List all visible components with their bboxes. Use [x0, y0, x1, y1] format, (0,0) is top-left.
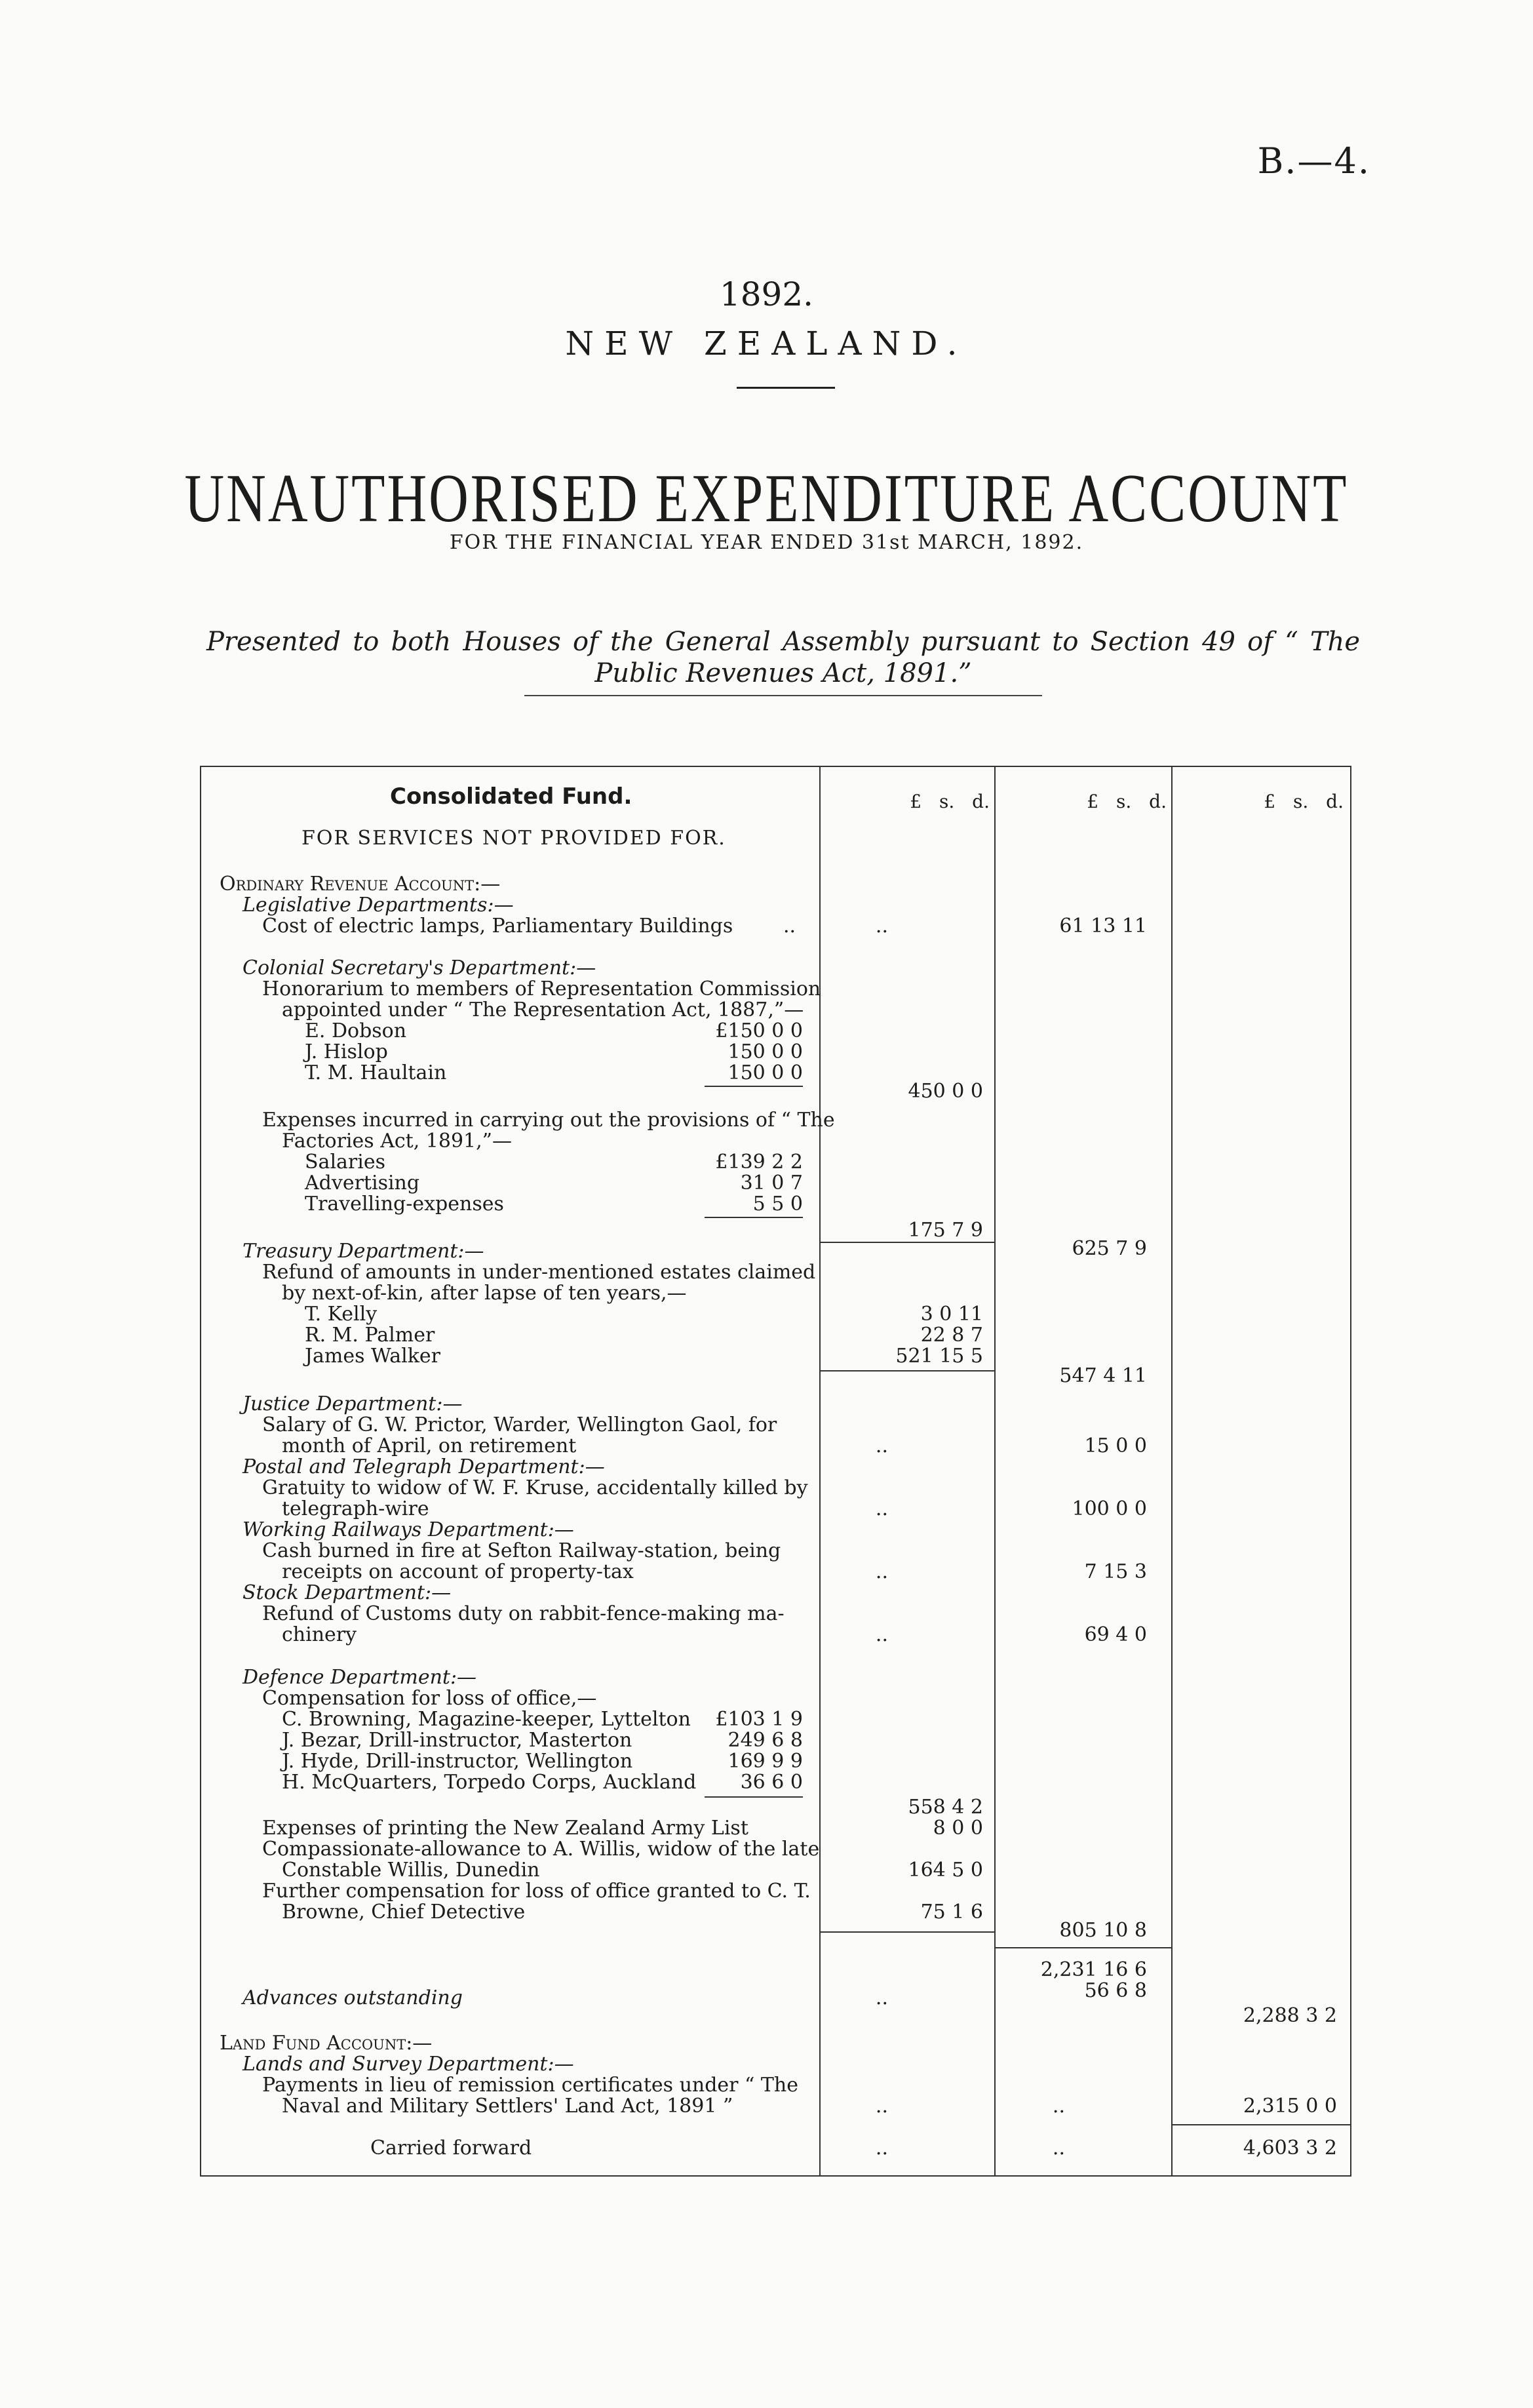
- sum-rule: [705, 1217, 803, 1218]
- amount: 7 15 3: [1084, 1560, 1147, 1583]
- amount: 805 10 8: [1059, 1919, 1147, 1942]
- amount: 625 7 9: [1072, 1237, 1147, 1260]
- member-amount: £150 0 0: [715, 1019, 803, 1042]
- amount: 164 5 0: [908, 1859, 983, 1882]
- amount: 8 0 0: [933, 1817, 983, 1840]
- department-heading: Defence Department:—: [243, 1666, 477, 1689]
- member-amount: 150 0 0: [728, 1040, 803, 1063]
- department-heading: Colonial Secretary's Department:—: [243, 957, 596, 979]
- person-amount: 36 6 0: [740, 1771, 803, 1794]
- amount-empty: ..: [875, 1623, 888, 1646]
- person-name: H. McQuarters, Torpedo Corps, Auckland: [282, 1771, 697, 1794]
- line-item: Cash burned in fire at Sefton Railway-station, being: [262, 1539, 781, 1562]
- line-item: Payments in lieu of remission certificates under “ The: [262, 2074, 798, 2097]
- member-name: E. Dobson: [305, 1019, 407, 1042]
- line-item: Salary of G. W. Prictor, Warder, Wellington Gaol, for: [262, 1413, 777, 1436]
- department-heading: Postal and Telegraph Department:—: [243, 1455, 605, 1478]
- amount-empty: ..: [1052, 2095, 1065, 2118]
- line-item: Factories Act, 1891,”—: [282, 1130, 513, 1153]
- carried-forward-total: 4,603 3 2: [1243, 2137, 1337, 2160]
- amount: 56 6 8: [1084, 1979, 1147, 2002]
- expense-name: Salaries: [305, 1151, 386, 1174]
- sum-rule: [819, 1242, 994, 1243]
- person-name: J. Hyde, Drill-instructor, Wellington: [282, 1750, 633, 1773]
- amount: 69 4 0: [1084, 1623, 1147, 1646]
- estate-name: James Walker: [305, 1345, 441, 1368]
- department-heading: Lands and Survey Department:—: [243, 2053, 574, 2076]
- department-heading: Treasury Department:—: [243, 1240, 484, 1263]
- sum-rule: [1171, 2124, 1350, 2125]
- line-item: by next-of-kin, after lapse of ten years,—: [282, 1282, 687, 1305]
- sum-rule: [819, 1370, 994, 1372]
- line-item: Honorarium to members of Representation Commission: [262, 977, 821, 1000]
- department-heading: Justice Department:—: [243, 1392, 463, 1415]
- document-country: NEW ZEALAND.: [565, 325, 968, 363]
- line-item: Further compensation for loss of office granted to C. T.: [262, 1880, 811, 1903]
- amount: 2,315 0 0: [1243, 2095, 1337, 2118]
- divider: [737, 387, 835, 389]
- amount-empty: ..: [875, 1986, 888, 2009]
- line-item: chinery: [282, 1623, 357, 1646]
- amount: 61 13 11: [1059, 915, 1147, 938]
- amount: 100 0 0: [1072, 1497, 1147, 1520]
- person-amount: 169 9 9: [728, 1750, 803, 1773]
- member-name: T. M. Haultain: [305, 1061, 447, 1084]
- line-item: Compensation for loss of office,—: [262, 1687, 597, 1710]
- line-item: Expenses of printing the New Zealand Army List: [262, 1817, 748, 1840]
- column-header: £ s. d.: [1264, 791, 1344, 812]
- column-rule: [1350, 767, 1351, 2175]
- amount-empty: ..: [875, 1497, 888, 1520]
- expense-amount: 31 0 7: [740, 1172, 803, 1194]
- estate-amount: 22 8 7: [920, 1324, 983, 1347]
- advances-label: Advances outstanding: [243, 1986, 463, 2009]
- expense-amount: 5 5 0: [752, 1193, 803, 1215]
- sum-rule: [819, 1931, 994, 1933]
- amount: 558 4 2: [908, 1796, 983, 1819]
- person-name: C. Browning, Magazine-keeper, Lyttelton: [282, 1708, 691, 1731]
- sum-rule: [705, 1796, 803, 1798]
- column-rule: [994, 767, 996, 2175]
- line-item: Browne, Chief Detective: [282, 1901, 526, 1924]
- estate-amount: 3 0 11: [920, 1303, 983, 1326]
- department-heading: Legislative Departments:—: [243, 894, 514, 917]
- amount: 450 0 0: [908, 1080, 983, 1103]
- column-rule: [1171, 767, 1173, 2175]
- expense-name: Advertising: [305, 1172, 420, 1194]
- line-item: Compassionate-allowance to A. Willis, widow of the late: [262, 1838, 820, 1861]
- amount-empty: ..: [1052, 2137, 1065, 2160]
- line-item: appointed under “ The Representation Act, 1887,”—: [282, 998, 804, 1021]
- amount: 75 1 6: [920, 1901, 983, 1924]
- member-amount: 150 0 0: [728, 1061, 803, 1084]
- account-heading: Land Fund Account:—: [220, 2032, 433, 2055]
- amount: 547 4 11: [1059, 1364, 1147, 1387]
- fund-title: Consolidated Fund.: [390, 783, 632, 810]
- amount: 2,288 3 2: [1243, 2004, 1337, 2027]
- expenditure-table: [200, 766, 1351, 2177]
- line-item: Gratuity to widow of W. F. Kruse, accidentally killed by: [262, 1476, 808, 1499]
- carried-forward-label: Carried forward: [370, 2137, 532, 2160]
- account-heading: Ordinary Revenue Account:—: [220, 873, 501, 896]
- expense-amount: £139 2 2: [715, 1151, 803, 1174]
- amount-empty: ..: [875, 915, 888, 938]
- page-subtitle: FOR THE FINANCIAL YEAR ENDED 31st MARCH, 1892.: [449, 531, 1084, 554]
- line-item: Refund of Customs duty on rabbit-fence-making ma-: [262, 1602, 785, 1625]
- person-amount: 249 6 8: [728, 1729, 803, 1752]
- amount-empty: ..: [875, 1560, 888, 1583]
- line-item: Refund of amounts in under-mentioned estates claimed: [262, 1261, 816, 1284]
- line-item: receipts on account of property-tax: [282, 1560, 634, 1583]
- line-item: telegraph-wire: [282, 1497, 429, 1520]
- amount-empty: ..: [875, 1434, 888, 1457]
- estate-amount: 521 15 5: [895, 1345, 983, 1368]
- amount-empty: ..: [875, 2095, 888, 2118]
- line-item: Naval and Military Settlers' Land Act, 1891 ”: [282, 2095, 733, 2118]
- sum-rule: [705, 1086, 803, 1087]
- department-heading: Working Railways Department:—: [243, 1518, 574, 1541]
- document-reference: B.—4.: [1257, 140, 1370, 182]
- amount: 15 0 0: [1084, 1434, 1147, 1457]
- presentation-note: Presented to both Houses of the General Assembly pursuant to Section 49 of “ The Public Revenues Act, 1891.”: [206, 627, 1360, 688]
- department-heading: Stock Department:—: [243, 1581, 452, 1604]
- column-header: £ s. d.: [1087, 791, 1167, 812]
- divider: [524, 695, 1042, 696]
- services-title: FOR SERVICES NOT PROVIDED FOR.: [301, 827, 726, 850]
- estate-name: R. M. Palmer: [305, 1324, 435, 1347]
- column-rule: [200, 767, 201, 2175]
- amount: 175 7 9: [908, 1219, 983, 1242]
- member-name: J. Hislop: [305, 1040, 388, 1063]
- person-name: J. Bezar, Drill-instructor, Masterton: [282, 1729, 632, 1752]
- sum-rule: [994, 1947, 1171, 1948]
- page-title: UNAUTHORISED EXPENDITURE ACCOUNT: [184, 460, 1349, 537]
- amount-empty: ..: [875, 2137, 888, 2160]
- estate-name: T. Kelly: [305, 1303, 378, 1326]
- person-amount: £103 1 9: [715, 1708, 803, 1731]
- line-item: Expenses incurred in carrying out the provisions of “ The: [262, 1109, 835, 1132]
- document-year: 1892.: [719, 275, 814, 313]
- subtotal-amount: 2,231 16 6: [1040, 1958, 1147, 1981]
- expense-name: Travelling-expenses: [305, 1193, 504, 1215]
- column-header: £ s. d.: [910, 791, 990, 812]
- line-item: Cost of electric lamps, Parliamentary Buildings: [262, 915, 733, 938]
- line-item: Constable Willis, Dunedin: [282, 1859, 540, 1882]
- leader: ..: [783, 915, 796, 938]
- line-item: month of April, on retirement: [282, 1434, 577, 1457]
